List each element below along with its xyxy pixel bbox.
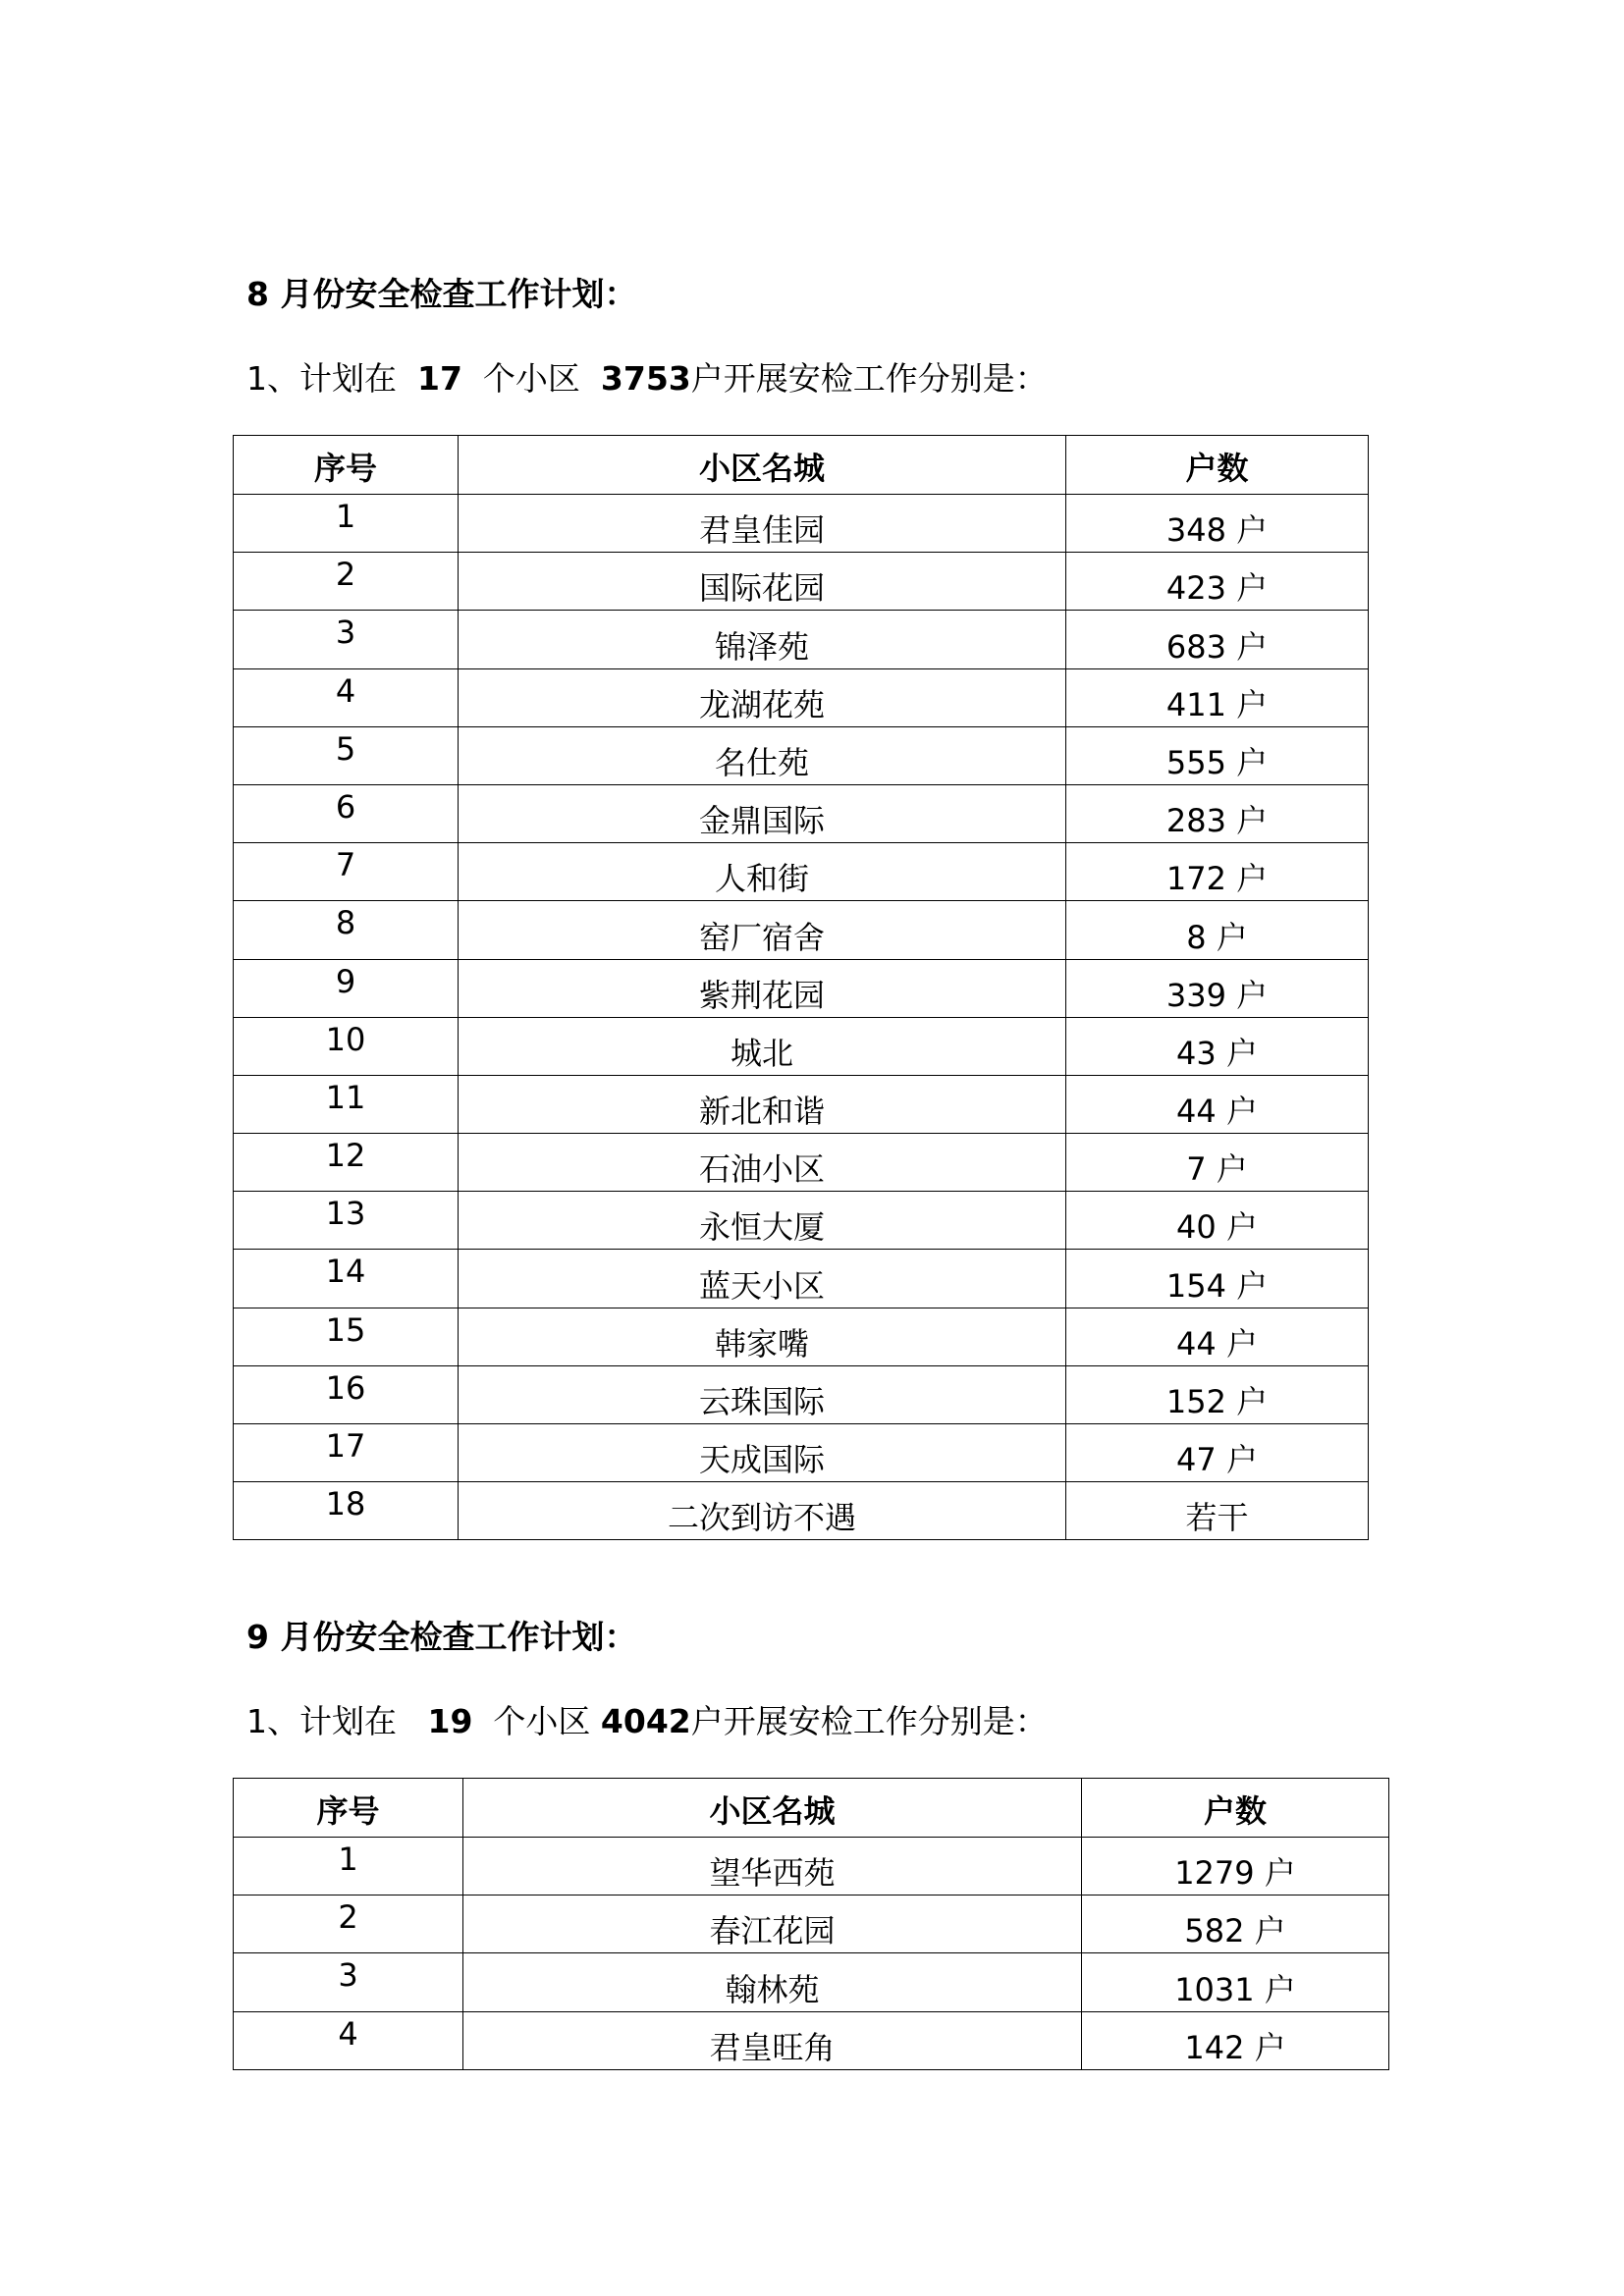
table-row bbox=[234, 2011, 1389, 2069]
household-count: 582 户 bbox=[1082, 1896, 1389, 1953]
community-name: 天成国际 bbox=[459, 1424, 1066, 1482]
table-row bbox=[234, 784, 1369, 842]
community-name: 永恒大厦 bbox=[459, 1192, 1066, 1250]
table-row bbox=[234, 1953, 1389, 2011]
table-row bbox=[234, 959, 1369, 1017]
row-index: 2 bbox=[234, 1896, 463, 1953]
community-name: 国际花园 bbox=[459, 553, 1066, 611]
household-count: 1279 户 bbox=[1082, 1838, 1389, 1896]
community-name: 紫荆花园 bbox=[459, 959, 1066, 1017]
row-index: 12 bbox=[234, 1134, 459, 1192]
header-index: 序号 bbox=[234, 1779, 463, 1838]
header-households: 户数 bbox=[1066, 436, 1369, 495]
household-count: 683 户 bbox=[1066, 611, 1369, 668]
table-row bbox=[234, 1017, 1369, 1075]
community-name: 窑厂宿舍 bbox=[459, 901, 1066, 959]
community-name: 二次到访不遇 bbox=[459, 1482, 1066, 1540]
september-heading: 9 月份安全检查工作计划： bbox=[246, 1618, 637, 1656]
row-index: 2 bbox=[234, 553, 459, 611]
household-count: 152 户 bbox=[1066, 1365, 1369, 1423]
row-index: 4 bbox=[234, 2011, 463, 2069]
table-row bbox=[234, 1192, 1369, 1250]
header-index: 序号 bbox=[234, 436, 459, 495]
household-count: 1031 户 bbox=[1082, 1953, 1389, 2011]
table-header-row bbox=[234, 436, 1369, 495]
august-heading: 8 月份安全检查工作计划： bbox=[246, 275, 637, 313]
community-name: 新北和谐 bbox=[459, 1075, 1066, 1133]
row-index: 1 bbox=[234, 495, 459, 553]
row-index: 9 bbox=[234, 959, 459, 1017]
household-count: 348 户 bbox=[1066, 495, 1369, 553]
household-count: 47 户 bbox=[1066, 1424, 1369, 1482]
row-index: 4 bbox=[234, 668, 459, 726]
row-index: 10 bbox=[234, 1017, 459, 1075]
household-count: 142 户 bbox=[1082, 2011, 1389, 2069]
table-header-row bbox=[234, 1779, 1389, 1838]
row-index: 14 bbox=[234, 1250, 459, 1308]
table-row bbox=[234, 553, 1369, 611]
table-row bbox=[234, 726, 1369, 784]
household-count: 339 户 bbox=[1066, 959, 1369, 1017]
august-intro-prefix: 1、计划在 bbox=[246, 359, 397, 398]
header-community-name: 小区名城 bbox=[459, 436, 1066, 495]
household-count: 555 户 bbox=[1066, 726, 1369, 784]
august-intro-suffix: 户开展安检工作分别是： bbox=[690, 359, 1048, 398]
row-index: 1 bbox=[234, 1838, 463, 1896]
header-community-name: 小区名城 bbox=[463, 1779, 1082, 1838]
row-index: 5 bbox=[234, 726, 459, 784]
table-row bbox=[234, 611, 1369, 668]
september-intro bbox=[246, 1702, 1048, 1741]
august-table-body bbox=[234, 495, 1369, 1540]
september-table-body bbox=[234, 1838, 1389, 2070]
header-households: 户数 bbox=[1082, 1779, 1389, 1838]
table-row bbox=[234, 1838, 1389, 1896]
household-count: 40 户 bbox=[1066, 1192, 1369, 1250]
september-household-count: 4042 bbox=[600, 1702, 691, 1740]
august-household-count: 3753 bbox=[600, 359, 691, 398]
row-index: 7 bbox=[234, 843, 459, 901]
table-row bbox=[234, 1250, 1369, 1308]
community-name: 名仕苑 bbox=[459, 726, 1066, 784]
september-intro-prefix: 1、计划在 bbox=[246, 1702, 397, 1740]
community-name: 春江花园 bbox=[463, 1896, 1082, 1953]
household-count: 若干 bbox=[1066, 1482, 1369, 1540]
community-name: 锦泽苑 bbox=[459, 611, 1066, 668]
community-name: 望华西苑 bbox=[463, 1838, 1082, 1896]
household-count: 411 户 bbox=[1066, 668, 1369, 726]
september-community-count: 19 bbox=[427, 1702, 473, 1740]
table-row bbox=[234, 843, 1369, 901]
community-name: 君皇旺角 bbox=[463, 2011, 1082, 2069]
household-count: 172 户 bbox=[1066, 843, 1369, 901]
row-index: 3 bbox=[234, 611, 459, 668]
august-intro-middle: 个小区 bbox=[482, 359, 580, 398]
household-count: 44 户 bbox=[1066, 1075, 1369, 1133]
community-name: 翰林苑 bbox=[463, 1953, 1082, 2011]
household-count: 44 户 bbox=[1066, 1308, 1369, 1365]
september-intro-suffix: 户开展安检工作分别是： bbox=[690, 1702, 1048, 1740]
community-name: 君皇佳园 bbox=[459, 495, 1066, 553]
row-index: 6 bbox=[234, 784, 459, 842]
table-row bbox=[234, 1308, 1369, 1365]
household-count: 8 户 bbox=[1066, 901, 1369, 959]
community-name: 龙湖花苑 bbox=[459, 668, 1066, 726]
table-row bbox=[234, 901, 1369, 959]
household-count: 7 户 bbox=[1066, 1134, 1369, 1192]
row-index: 8 bbox=[234, 901, 459, 959]
table-row bbox=[234, 1075, 1369, 1133]
community-name: 人和街 bbox=[459, 843, 1066, 901]
row-index: 16 bbox=[234, 1365, 459, 1423]
community-name: 城北 bbox=[459, 1017, 1066, 1075]
august-plan-table bbox=[233, 435, 1369, 1540]
september-intro-middle: 个小区 bbox=[493, 1702, 591, 1740]
table-row bbox=[234, 1424, 1369, 1482]
row-index: 3 bbox=[234, 1953, 463, 2011]
row-index: 15 bbox=[234, 1308, 459, 1365]
community-name: 蓝天小区 bbox=[459, 1250, 1066, 1308]
august-community-count: 17 bbox=[416, 359, 462, 398]
table-row bbox=[234, 1365, 1369, 1423]
september-plan-table bbox=[233, 1778, 1389, 2070]
community-name: 石油小区 bbox=[459, 1134, 1066, 1192]
row-index: 11 bbox=[234, 1075, 459, 1133]
community-name: 云珠国际 bbox=[459, 1365, 1066, 1423]
table-row bbox=[234, 495, 1369, 553]
table-row bbox=[234, 1134, 1369, 1192]
table-row bbox=[234, 668, 1369, 726]
household-count: 423 户 bbox=[1066, 553, 1369, 611]
table-row bbox=[234, 1896, 1389, 1953]
table-row bbox=[234, 1482, 1369, 1540]
household-count: 154 户 bbox=[1066, 1250, 1369, 1308]
household-count: 283 户 bbox=[1066, 784, 1369, 842]
row-index: 18 bbox=[234, 1482, 459, 1540]
row-index: 13 bbox=[234, 1192, 459, 1250]
household-count: 43 户 bbox=[1066, 1017, 1369, 1075]
august-intro bbox=[246, 359, 1048, 399]
row-index: 17 bbox=[234, 1424, 459, 1482]
community-name: 韩家嘴 bbox=[459, 1308, 1066, 1365]
community-name: 金鼎国际 bbox=[459, 784, 1066, 842]
